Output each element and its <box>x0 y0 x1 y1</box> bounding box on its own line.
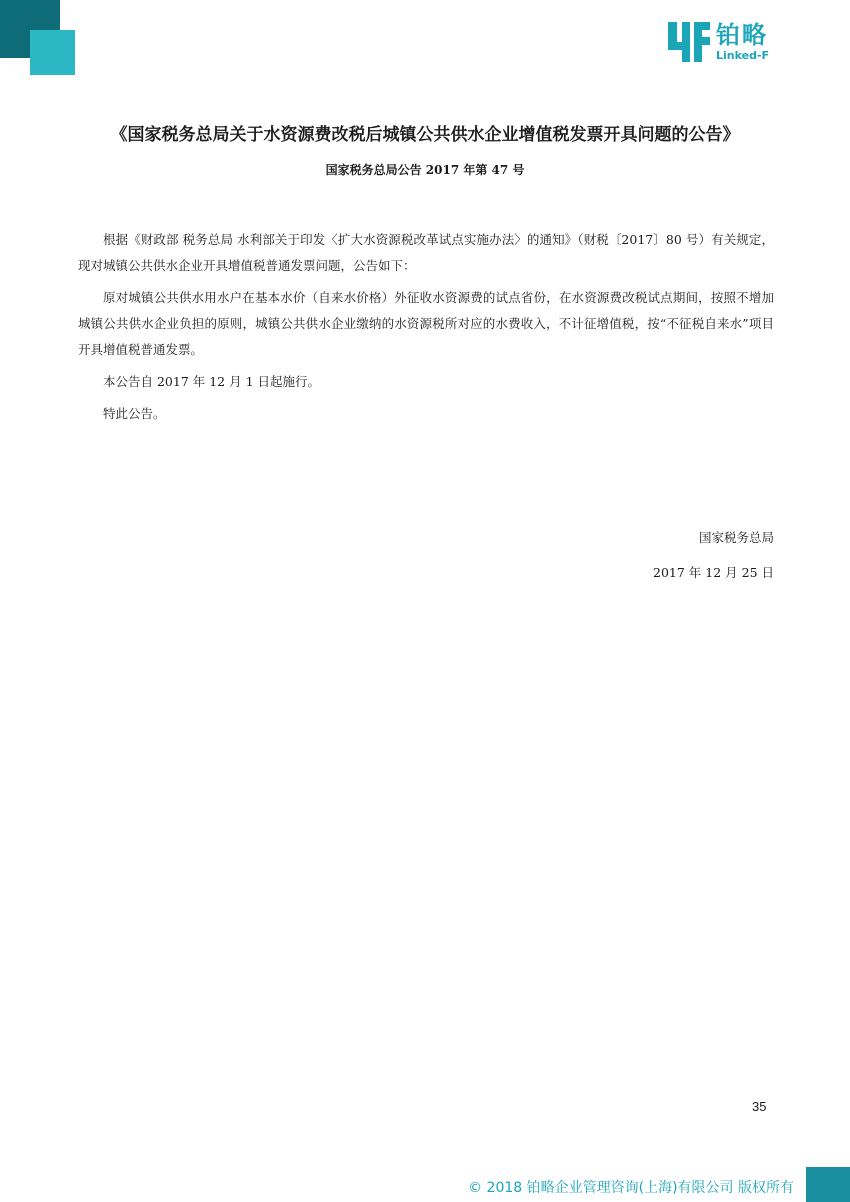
document-subtitle: 国家税务总局公告 2017 年第 47 号 <box>325 163 525 177</box>
document-body <box>78 227 774 433</box>
paragraph: 根据《财政部 税务总局 水利部关于印发〈扩大水资源税改革试点实施办法〉的通知》（财税〔2017〕80 号）有关规定，现对城镇公共供水企业开具增值税普通发票问题，公告如下： <box>78 232 774 273</box>
paragraph: 特此公告。 <box>103 406 166 421</box>
brand-logo <box>668 20 798 64</box>
document-title: 《国家税务总局关于水资源费改税后城镇公共供水企业增值税发票开具问题的公告》 <box>110 125 740 145</box>
page-number: 35 <box>752 1099 767 1114</box>
brand-name-en: Linked-F <box>716 49 770 62</box>
signature-date: 2017 年 12 月 25 日 <box>653 565 774 580</box>
corner-decoration-light <box>30 30 75 75</box>
paragraph: 本公告自 2017 年 12 月 1 日起施行。 <box>103 374 321 389</box>
footer-copyright: © 2018 铂略企业管理咨询(上海)有限公司 版权所有 <box>468 1180 794 1196</box>
brand-name-cn: 铂略 <box>716 21 768 49</box>
paragraph: 原对城镇公共供水用水户在基本水价（自来水价格）外征收水资源费的试点省份，在水资源费改税试点期间，按照不增加城镇公共供水企业负担的原则，城镇公共供水企业缴纳的水资源税所对应的水费收入，不计征增值税，按“不征税自来水”项目开具增值税普通发票。 <box>78 290 774 357</box>
signature-org: 国家税务总局 <box>698 530 774 545</box>
footer-decoration <box>806 1167 850 1202</box>
logo-mark-icon <box>668 22 710 62</box>
